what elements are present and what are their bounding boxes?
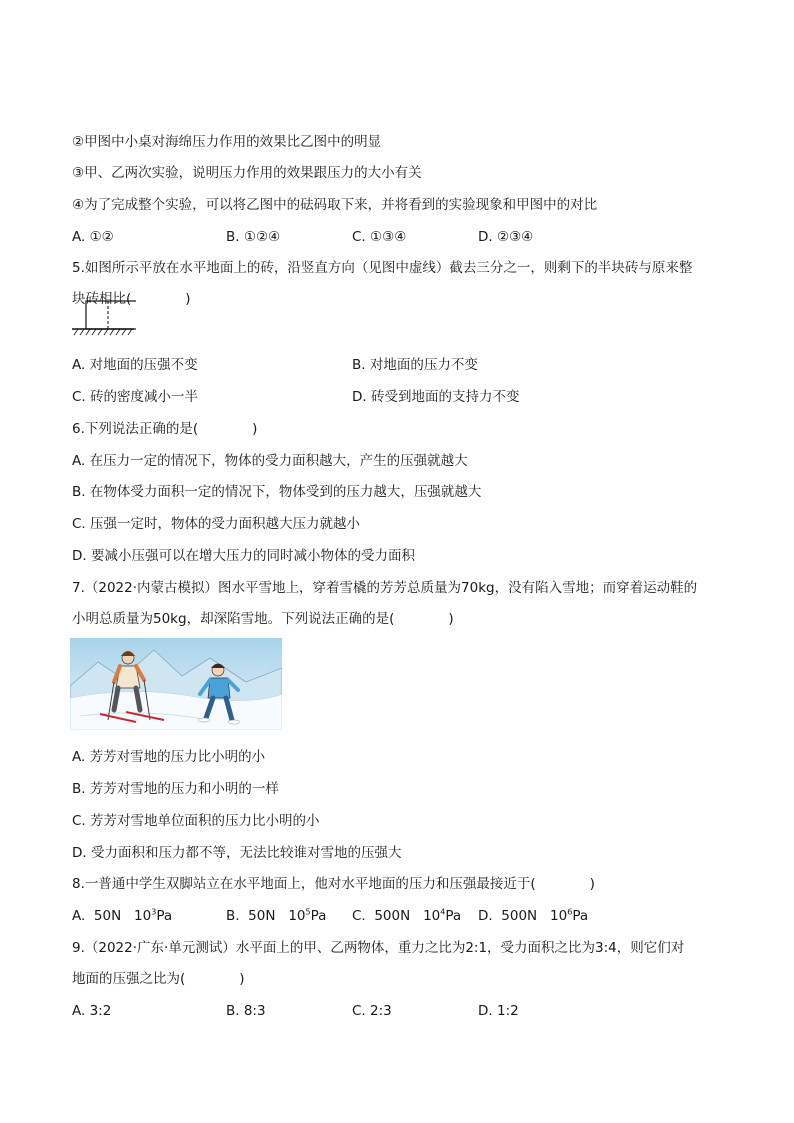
force-value: 500N — [501, 908, 538, 924]
q6-option-c: C. 压强一定时，物体的受力面积越大压力就越小 — [72, 516, 361, 532]
force-value: 50N — [93, 908, 122, 924]
q7-option-d: D. 受力面积和压力都不等，无法比较谁对雪地的压强大 — [72, 845, 402, 861]
pressure-exponent: 4 — [440, 907, 446, 917]
pressure-unit: Pa — [445, 908, 462, 924]
pressure-base: 10 — [288, 908, 306, 924]
q4-option-d: D. ②③④ — [478, 229, 534, 245]
q6-option-d: D. 要减小压强可以在增大压力的同时减小物体的受力面积 — [72, 548, 415, 564]
q4-statement-3: ③甲、乙两次实验，说明压力作用的效果跟压力的大小有关 — [72, 165, 422, 181]
q8-option-c — [352, 906, 461, 926]
q9-stem-line2: 地面的压强之比为( ) — [72, 971, 245, 987]
q5-option-d: D. 砖受到地面的支持力不变 — [352, 389, 520, 405]
q5-stem-line1: 5.如图所示平放在水平地面上的砖，沿竖直方向（见图中虚线）截去三分之一，则剩下的半块砖与原来整 — [72, 260, 693, 276]
q9-option-d: D. 1:2 — [478, 1003, 519, 1019]
pressure-unit: Pa — [572, 908, 589, 924]
q7-option-a: A. 芳芳对雪地的压力比小明的小 — [72, 749, 266, 765]
q6-option-a: A. 在压力一定的情况下，物体的受力面积越大，产生的压强就越大 — [72, 453, 468, 469]
option-letter: D. — [478, 908, 493, 924]
option-letter: C. — [352, 908, 366, 924]
force-value: 500N — [374, 908, 411, 924]
pressure-base: 10 — [423, 908, 441, 924]
q5-option-c: C. 砖的密度减小一半 — [72, 389, 199, 405]
pressure-exponent: 3 — [151, 907, 157, 917]
q7-stem-line2: 小明总质量为50kg，却深陷雪地。下列说法正确的是( ) — [72, 611, 454, 627]
q9-option-b: B. 8:3 — [226, 1003, 266, 1019]
pressure-exponent: 6 — [567, 907, 573, 917]
q6-stem: 6.下列说法正确的是( ) — [72, 421, 258, 437]
pressure-base: 10 — [134, 908, 152, 924]
q4-option-b: B. ①②④ — [226, 229, 281, 245]
q9-option-a: A. 3:2 — [72, 1003, 112, 1019]
q8-option-a — [72, 906, 172, 926]
q8-stem: 8.一普通中学生双脚站立在水平地面上，他对水平地面的压力和压强最接近于( ) — [72, 876, 595, 892]
q4-statement-2: ②甲图中小桌对海绵压力作用的效果比乙图中的明显 — [72, 134, 382, 150]
q7-stem-line1: 7.（2022·内蒙古模拟）图水平雪地上，穿着雪橇的芳芳总质量为70kg，没有陷入雪地；而穿着运动鞋的 — [72, 580, 698, 596]
q8-option-b — [226, 906, 326, 926]
q5-option-b: B. 对地面的压力不变 — [352, 357, 478, 373]
q7-option-c: C. 芳芳对雪地单位面积的压力比小明的小 — [72, 813, 320, 829]
force-value: 50N — [248, 908, 276, 924]
q4-statement-4: ④为了完成整个实验，可以将乙图中的砝码取下来，并将看到的实验现象和甲图中的对比 — [72, 197, 598, 213]
q5-stem-line2: 块砖相比( ) — [72, 291, 191, 307]
brick-figure — [70, 295, 136, 341]
q5-option-a: A. 对地面的压强不变 — [72, 357, 198, 373]
q6-option-b: B. 在物体受力面积一定的情况下，物体受到的压力越大，压强就越大 — [72, 484, 482, 500]
q4-option-a: A. ①② — [72, 229, 114, 245]
pressure-base: 10 — [550, 908, 568, 924]
pressure-unit: Pa — [156, 908, 173, 924]
q7-option-b: B. 芳芳对雪地的压力和小明的一样 — [72, 781, 279, 797]
ski-scene-illustration — [70, 638, 282, 730]
q4-option-c: C. ①③④ — [352, 229, 407, 245]
q9-stem-line1: 9.（2022·广东·单元测试）水平面上的甲、乙两物体，重力之比为2:1，受力面积之比为3:4，则它们对 — [72, 940, 685, 956]
pressure-exponent: 5 — [305, 907, 311, 917]
q9-option-c: C. 2:3 — [352, 1003, 392, 1019]
q8-option-d — [478, 906, 588, 926]
option-letter: B. — [226, 908, 240, 924]
option-letter: A. — [72, 908, 86, 924]
pressure-unit: Pa — [310, 908, 327, 924]
